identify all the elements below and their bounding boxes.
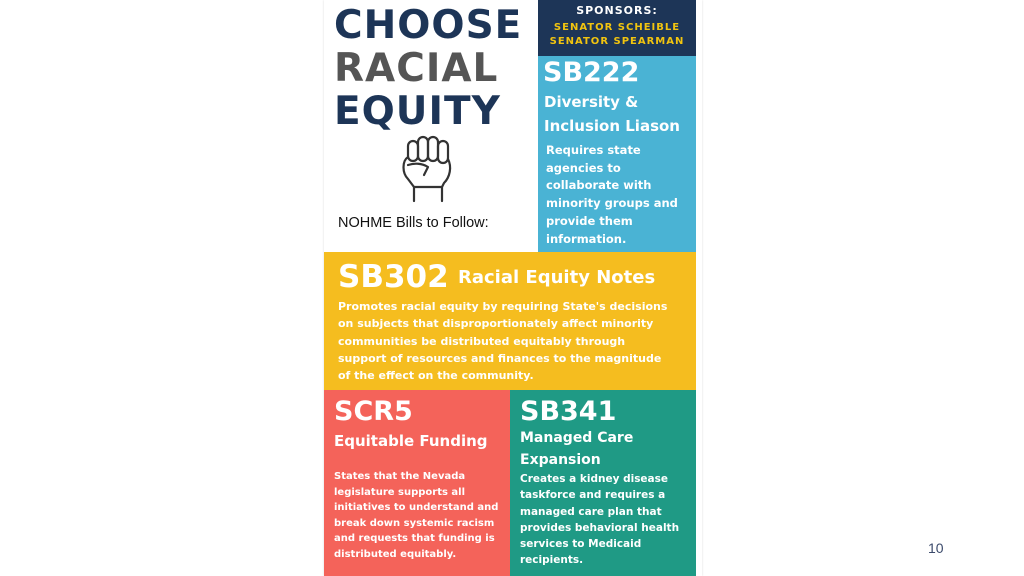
bill-subtitle [520,427,633,471]
sponsors-box [538,0,696,56]
bill-description-line: States that the Nevada [334,471,466,482]
bill-card-sb302 [324,252,696,390]
title-line-equity: EQUITY [334,89,501,134]
bill-subtitle-line: Inclusion Liason [544,117,680,135]
bill-description-line: break down systemic racism [334,517,495,529]
bill-description-line: provides behavioral health [520,521,680,534]
bill-description-line: taskforce and requires a [520,489,666,502]
bill-code: SB302 [338,259,449,295]
sponsor-name: SENATOR SPEARMAN [549,36,685,47]
bill-description-line: agencies to [546,160,621,175]
bill-description-line: minority groups and [546,196,678,211]
title-line-racial: RACIAL [334,46,499,91]
bill-description-line: recipients. [520,554,584,567]
bill-card-sb222 [538,56,696,252]
bill-card-sb341 [510,390,696,576]
title-line-choose: CHOOSE [334,3,523,48]
bill-description-line: and requests that funding is [334,533,495,544]
bill-subtitle: Equitable Funding [334,432,488,450]
bill-description-line: distributed equitably. [334,548,457,560]
bill-subtitle-line: Diversity & [544,93,639,111]
poster-title [334,4,539,133]
bill-description [334,469,498,562]
bill-subtitle-line: Managed Care [520,430,634,446]
bill-description-line: Promotes racial equity by requiring State's decisions [338,300,668,313]
bill-subtitle-line: Expansion [520,452,601,468]
bill-description [338,298,667,384]
bills-to-follow-label: NOHME Bills to Follow: [338,215,489,231]
bill-description-line: communities be distributed equitably through [338,334,626,348]
bill-card-scr5 [324,390,510,576]
sponsor-name: SENATOR SCHEIBLE [553,22,681,33]
bill-description-line: information. [546,231,627,246]
bill-description [546,142,678,248]
bill-description-line: provide them [546,213,633,228]
bill-description-line: Creates a kidney disease [520,473,669,485]
bill-code: SB341 [520,396,617,427]
bill-description-line: managed care plan that [520,505,662,518]
bill-description-line: collaborate with [546,178,652,193]
bill-description-line: legislature supports all [334,486,466,498]
bill-code: SCR5 [334,396,413,427]
bill-subtitle: Racial Equity Notes [458,267,656,288]
sponsors-heading: SPONSORS: [576,4,658,17]
poster [324,0,702,576]
bill-description-line: support of resources and finances to the magnitude [338,351,662,365]
bill-description-line: on subjects that disproportionately affect minority [338,317,654,331]
bill-subtitle [544,90,680,138]
bill-description [520,471,679,569]
bill-description-line: initiatives to understand and [334,502,499,513]
raised-fist-icon [400,133,456,203]
slide-page-number: 10 [928,540,944,556]
bill-code: SB222 [543,57,640,88]
bill-description-line: Requires state [546,143,641,157]
bill-description-line: of the effect on the community. [338,369,534,383]
bill-description-line: services to Medicaid [520,538,642,551]
